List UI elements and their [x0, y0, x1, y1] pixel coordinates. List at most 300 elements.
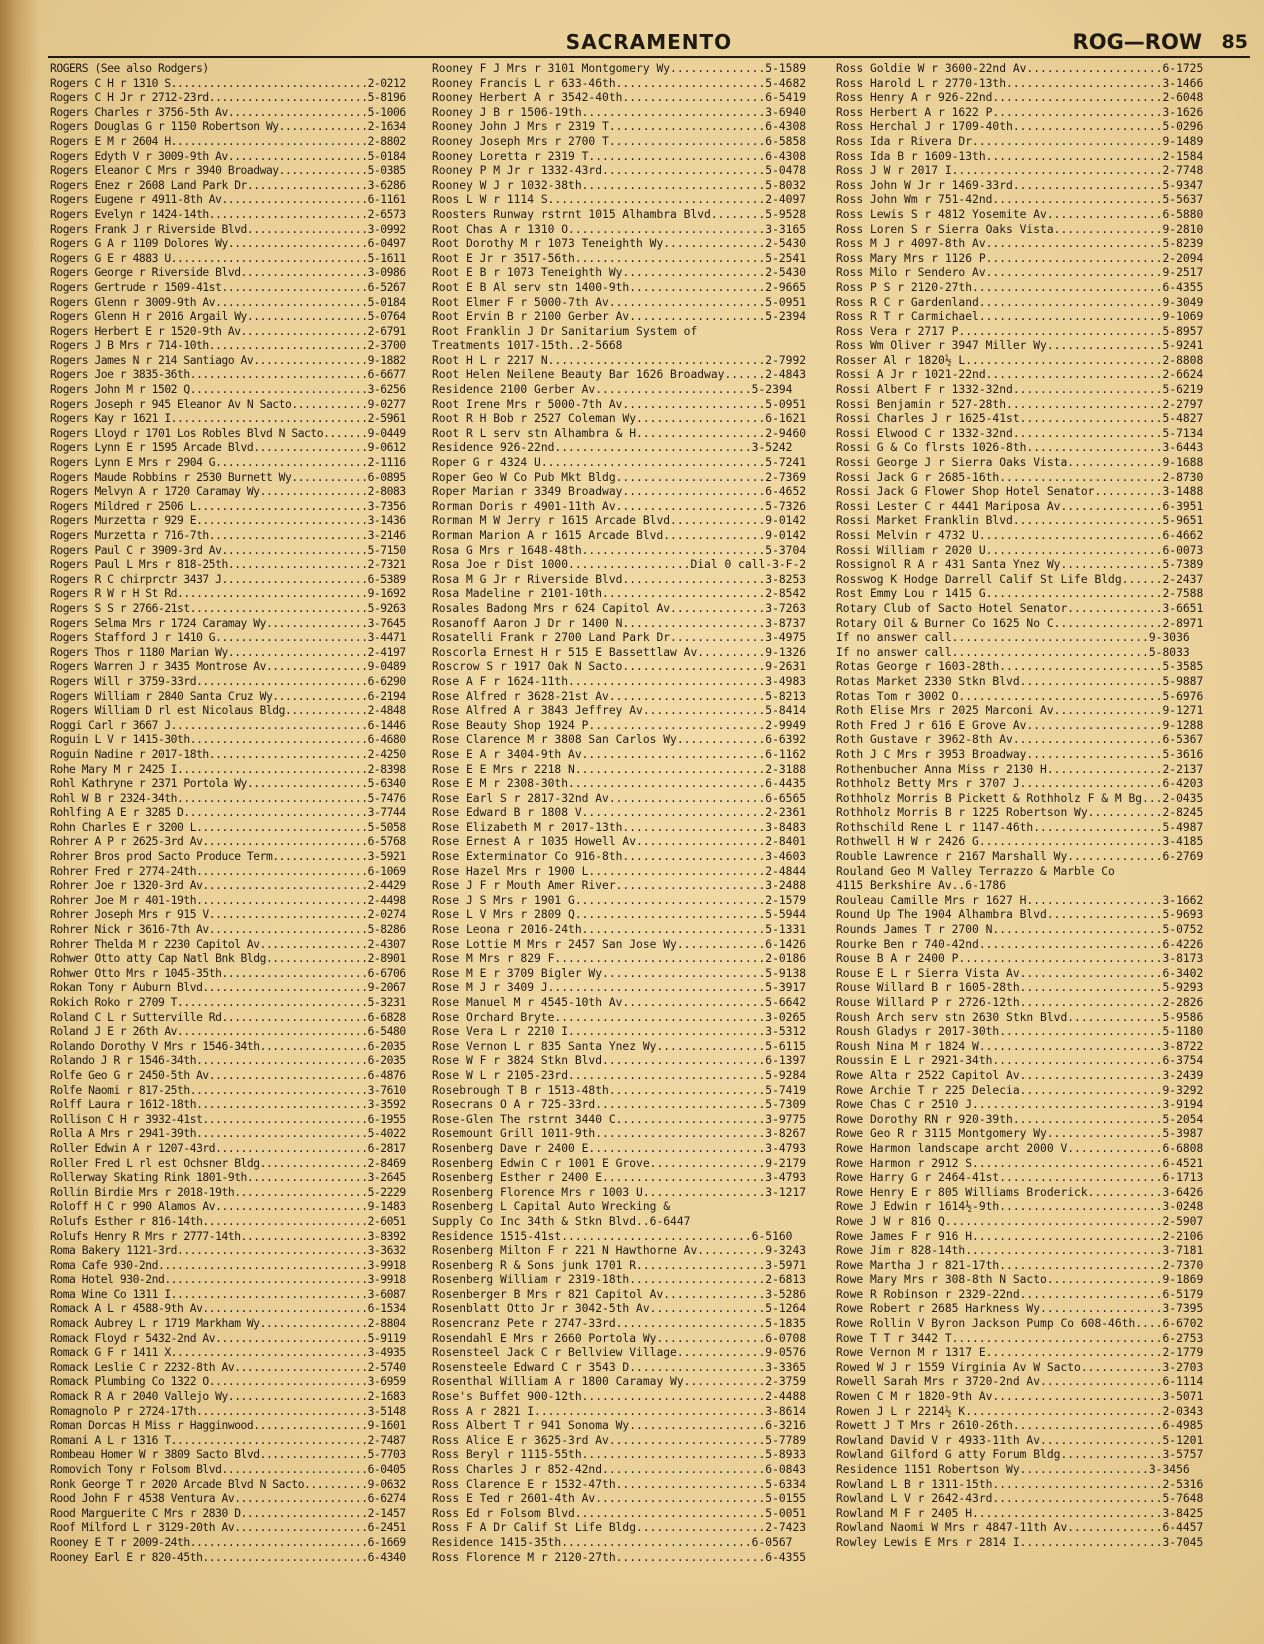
- listing-row: Roguin Nadine r 2017-18th.........................2-4250: [50, 747, 406, 761]
- listing-row: Roller Edwin A r 1207-43rd........................6-2817: [50, 1141, 406, 1155]
- listing-row: Root Dorothy M r 1073 Teneighth Wy...............2-5430: [432, 237, 807, 251]
- listing-row: Rossi G & Co flrsts 1026-8th....................3-6443: [836, 441, 1204, 455]
- listing-row: Residence 926-22nd.............................3-5242: [432, 441, 793, 455]
- listing-row: Rose E A r 3404-9th Av...........................6-1162: [432, 747, 807, 761]
- listing-row: Rosenblatt Otto Jr r 3042-5th Av.................5-1264: [432, 1302, 807, 1316]
- listing-row: Rokich Roko r 2709 T..............................5-3231: [50, 996, 406, 1009]
- listing-row: Rohrer Bros prod Sacto Produce Term...............3-5921: [50, 850, 406, 864]
- listing-row: Rosanoff Aaron J Dr r 1400 N.....................3-8737: [432, 616, 807, 630]
- listing-row: Rohl Kathryne r 2371 Portola Wy...................5-6340: [50, 777, 406, 791]
- listing-row: Rosser Al r 1820½ L.............................2-8808: [836, 353, 1204, 367]
- listing-row: Rogers Lynn E r 1595 Arcade Blvd..................9-0612: [50, 441, 406, 455]
- listing-row: Rohlfing A E r 3285 D.............................3-7744: [50, 806, 406, 820]
- listing-row: Rogers Lloyd r 1701 Los Robles Blvd N Sacto.......9-0449: [50, 426, 406, 440]
- listing-row: Rooney Francis L r 633-46th......................5-4682: [432, 76, 807, 90]
- listing-row: Rotas Market 2330 Stkn Blvd.....................5-9887: [836, 674, 1204, 688]
- listing-row: Roscrow S r 1917 Oak N Sacto.....................9-2631: [432, 660, 807, 674]
- listing-row: ROGERS (See also Rodgers): [50, 62, 209, 75]
- listing-row: Ross Ida B r 1609-13th..........................2-1584: [836, 149, 1204, 163]
- listing-row: Rose M J r 3409 J................................5-3917: [432, 981, 807, 995]
- listing-row: If no answer call.............................5-8033: [836, 645, 1190, 659]
- listing-row: Rosenberg William r 2319-18th....................2-6813: [432, 1273, 807, 1287]
- listing-row: Rogers Mildred r 2506 L...........................3-7356: [50, 499, 406, 513]
- city-title: SACRAMENTO: [565, 30, 733, 54]
- listing-row: Rossi George J r Sierra Oaks Vista..............9-1688: [836, 456, 1204, 470]
- listing-row: Rosales Badong Mrs r 624 Capitol Av..............3-7263: [432, 601, 807, 615]
- page-header: [48, 30, 1250, 58]
- listing-row: Rolfe Naomi r 817-25th............................3-7610: [50, 1083, 406, 1097]
- listing-row: Rothholz Morris B r 1225 Robertson Wy...........2-8245: [836, 806, 1204, 820]
- listing-row: Rowe Harmon landscape archt 2000 V..............6-6808: [836, 1141, 1204, 1155]
- listing-row: Rooney Herbert A r 3542-40th.....................6-5419: [432, 91, 807, 105]
- listing-row: Rossi Market Franklin Blvd......................5-9651: [836, 514, 1204, 528]
- listing-row: Rowe Alta r 2522 Capitol Av.....................3-2439: [836, 1068, 1204, 1082]
- listing-row: Rosensteel Jack C r Bellview Village.............9-0576: [432, 1346, 807, 1360]
- listing-row: Rohrer Nick r 3616-7th Av.........................5-8286: [50, 923, 406, 937]
- listing-row: Rosenberg Dave r 2400 E..........................3-4793: [432, 1141, 807, 1155]
- listing-row: Rohrer Joe M r 401-19th...........................2-4498: [50, 893, 406, 907]
- listing-row: Ross Wm Oliver r 3947 Miller Wy.................5-9241: [836, 339, 1204, 353]
- listing-row: Rosenberg Milton F r 221 N Hawthorne Av..........9-3243: [432, 1244, 807, 1258]
- listing-row: Rombeau Homer W r 3809 Sacto Blvd.................5-7703: [50, 1448, 406, 1462]
- listing-row: Romack Leslie C r 2232-8th Av.....................2-5740: [50, 1360, 406, 1374]
- listing-row: Rolufs Henry R Mrs r 2777-14th....................3-8392: [50, 1229, 406, 1243]
- listing-row: Rosenthal William A r 1800 Caramay Wy............2-3759: [432, 1375, 807, 1389]
- listing-row: Ross A r 2821 I..................................3-8614: [432, 1404, 807, 1418]
- listing-row: Rowe James F r 916 H............................2-2106: [836, 1229, 1204, 1243]
- listing-row: Rossi Lester C r 4441 Mariposa Av...............6-3951: [836, 499, 1204, 513]
- listing-row: Rorman Doris r 4901-11th Av......................5-7326: [432, 499, 807, 513]
- listing-row: Rosecrans O A r 725-33rd.........................5-7309: [432, 1098, 807, 1112]
- listing-row: Rohrer Joseph Mrs r 915 V.........................2-0274: [50, 908, 406, 922]
- listing-row: Rogers John M r 1502 Q............................3-6256: [50, 383, 406, 397]
- listing-row: Roland C L r Sutterville Rd.......................6-6828: [50, 1010, 406, 1024]
- listing-row: Rogers Maude Robbins r 2530 Burnett Wy............6-0895: [50, 470, 406, 484]
- listing-row: Rogers William r 2840 Santa Cruz Wy...............6-2194: [50, 689, 406, 703]
- listing-row: Rogers Joe r 3835-36th............................6-6677: [50, 368, 406, 382]
- listing-row: Rose Manuel M r 4545-10th Av.....................5-6642: [432, 996, 807, 1009]
- listing-row: Rosensteele Edward C r 3543 D....................3-3365: [432, 1360, 807, 1374]
- listing-row: Rogers Evelyn r 1424-14th.........................2-6573: [50, 207, 406, 221]
- listing-row: Rood Marguerite C Mrs r 2830 D....................2-1457: [50, 1506, 406, 1520]
- listing-row: Rohe Mary M r 2425 I..............................2-8398: [50, 762, 406, 776]
- listing-row: Rowen J L r 2214½ K.............................2-0343: [836, 1404, 1204, 1418]
- listing-row: Rose L V Mrs r 2809 Q............................5-5944: [432, 908, 807, 922]
- listing-row: Rogers Glenn H r 2016 Argail Wy...................5-0764: [50, 310, 406, 324]
- listing-row: Rooney P M Jr r 1332-43rd........................5-0478: [432, 164, 807, 178]
- listing-row: Rose Earl S r 2817-32nd Av.......................6-6565: [432, 791, 807, 805]
- listing-row: Rogers S S r 2766-21st............................5-9263: [50, 601, 406, 615]
- listing-row: Rooney Loretta r 2319 T..........................6-4308: [432, 149, 807, 163]
- listing-row: Rosa Joe r Dist 1000..................Dial 0 call-3-F-2: [432, 558, 807, 572]
- listing-row: Rowe Harry G r 2464-41st........................6-1713: [836, 1171, 1204, 1185]
- listing-row: Rose Elizabeth M r 2017-13th.....................3-8483: [432, 820, 807, 834]
- listing-row: Rowed W J r 1559 Virginia Av W Sacto............3-2703: [836, 1360, 1204, 1374]
- listing-row: Rogers Will r 3759-33rd...........................6-6290: [50, 674, 406, 688]
- listing-row: Ross Beryl r 1115-55th...........................5-8933: [432, 1448, 807, 1462]
- listing-row: Rohrer Fred r 2774-24th...........................6-1069: [50, 864, 406, 878]
- listing-row: Roosters Runway rstrnt 1015 Alhambra Blvd........5-9528: [432, 207, 807, 221]
- listing-row: Rouland Geo M Valley Terrazzo & Marble Co: [836, 864, 1115, 878]
- listing-row: Rose Clarence M r 3808 San Carlos Wy.............6-6392: [432, 733, 807, 747]
- listing-row: Rogers Paul L Mrs r 818-25th......................2-7321: [50, 558, 406, 572]
- listing-row: Rowe Dorothy RN r 920-39th......................5-2054: [836, 1112, 1204, 1126]
- listing-row: Rossi A Jr r 1021-22nd..........................2-6624: [836, 368, 1204, 382]
- listing-row: Rosenberg Edwin C r 1001 E Grove.................9-2179: [432, 1156, 807, 1170]
- listing-row: Rose Leona r 2016-24th...........................5-1331: [432, 923, 807, 937]
- listing-row: Rogers Joseph r 945 Eleanor Av N Sacto............9-0277: [50, 397, 406, 411]
- listing-row: Rose M E r 3709 Bigler Wy........................5-9138: [432, 966, 807, 980]
- listing-row: Rossi Jack G r 2685-16th........................2-8730: [836, 470, 1204, 484]
- listing-row: Ross Albert T r 941 Sonoma Wy....................6-3216: [432, 1419, 807, 1433]
- listing-row: Rolando Dorothy V Mrs r 1546-34th.................6-2035: [50, 1039, 406, 1053]
- listing-row: Root Helen Neilene Beauty Bar 1626 Broadway......2-4843: [432, 368, 807, 382]
- listing-row: Rotas George r 1603-28th........................5-3585: [836, 660, 1204, 674]
- listing-row: Rossi William r 2020 U..........................6-0073: [836, 543, 1204, 557]
- listing-row: Ross Loren S r Sierra Oaks Vista................9-2810: [836, 222, 1204, 236]
- column-1: [50, 62, 408, 1622]
- listing-row: Ross R T r Carmichael...........................9-1069: [836, 310, 1204, 324]
- listing-row: Rosa G Mrs r 1648-48th...........................5-3704: [432, 543, 807, 557]
- listing-row: Roland J E r 26th Av..............................6-5480: [50, 1025, 406, 1039]
- listing-row: Rolff Laura r 1612-18th...........................3-3592: [50, 1098, 406, 1112]
- listing-row: Rowe J Edwin r 1614½-9th........................3-0248: [836, 1200, 1204, 1214]
- listing-row: Roth Fred J r 616 E Grove Av....................9-1288: [836, 718, 1204, 732]
- listing-row: Rogers Charles r 3756-5th Av......................5-1006: [50, 105, 406, 119]
- listing-row: Rouse B A r 2400 P..............................3-8173: [836, 952, 1204, 966]
- listing-row: Rosatelli Frank r 2700 Land Park Dr..............3-4975: [432, 631, 807, 645]
- listing-row: Rowe Rollin V Byron Jackson Pump Co 608-46th....6-6702: [836, 1317, 1204, 1331]
- listing-row: Ross Goldie W r 3600-22nd Av....................6-1725: [836, 62, 1204, 75]
- listing-row: Treatments 1017-15th..2-5668: [432, 339, 623, 353]
- listing-row: Roscorla Ernest H r 515 E Bassettlaw Av..........9-1326: [432, 645, 807, 659]
- listing-row: Rogers Eugene r 4911-8th Av.......................6-1161: [50, 193, 406, 207]
- listing-row: Root E Jr r 3517-56th............................5-2541: [432, 251, 807, 265]
- listing-row: Rogers Lynn E Mrs r 2904 G........................2-1116: [50, 456, 406, 470]
- listing-row: Root Chas A r 1310 O.............................3-3165: [432, 222, 807, 236]
- listing-row: Ross Vera r 2717 P..............................5-8957: [836, 324, 1204, 338]
- listing-row: Rorman M W Jerry r 1615 Arcade Blvd..............9-0142: [432, 514, 807, 528]
- listing-row: Rowland Naomi W Mrs r 4847-11th Av..............6-4457: [836, 1521, 1204, 1535]
- listing-row: Rowe Henry E r 805 Williams Broderick...........3-6426: [836, 1185, 1204, 1199]
- listing-row: Rowe Archie T r 225 Delecia.....................9-3292: [836, 1083, 1204, 1097]
- listing-row: Rose W L r 2105-23rd.............................5-9284: [432, 1068, 807, 1082]
- listing-row: Rokan Tony r Auburn Blvd..........................9-2067: [50, 981, 406, 995]
- listing-row: Ross Harold L r 2770-13th.......................3-1466: [836, 76, 1204, 90]
- listing-row: Ross John Wm r 751-42nd.........................5-5637: [836, 193, 1204, 207]
- listing-row: Rolfe Geo G r 2450-5th Av.........................6-4876: [50, 1068, 406, 1082]
- listing-row: Roos L W r 1114 S................................2-4097: [432, 193, 807, 207]
- listing-row: Rourke Ben r 740-42nd...........................6-4226: [836, 937, 1204, 951]
- listing-row: Roma Wine Co 1311 I...............................3-6087: [50, 1287, 406, 1301]
- listing-row: Rohrer Joe r 1320-3rd Av..........................2-4429: [50, 879, 406, 893]
- listing-row: Rose J S Mrs r 1901 G............................2-1579: [432, 893, 807, 907]
- listing-row: Root R L serv stn Alhambra & H...................2-9460: [432, 426, 807, 440]
- listing-row: Rosebrough T B r 1513-48th.......................5-7419: [432, 1083, 807, 1097]
- column-3: [836, 62, 1204, 1622]
- listing-row: Ross Mary Mrs r 1126 P..........................2-2094: [836, 251, 1204, 265]
- listing-row: Rose E E Mrs r 2218 N............................2-3188: [432, 762, 807, 776]
- listing-row: Rose Beauty Shop 1924 P..........................2-9949: [432, 718, 807, 732]
- listing-row: Rose Hazel Mrs r 1900 L..........................2-4844: [432, 864, 807, 878]
- listing-row: Rogers Warren J r 3435 Montrose Av................9-0489: [50, 660, 406, 674]
- listing-row: Rose Edward B r 1808 V...........................2-2361: [432, 806, 807, 820]
- listing-row: Roush Gladys r 2017-30th........................5-1180: [836, 1025, 1204, 1039]
- listing-row: Ross M J r 4097-8th Av..........................5-8239: [836, 237, 1204, 251]
- listing-row: Root E B Al serv stn 1400-9th....................2-9665: [432, 280, 807, 294]
- listing-row: Rolando J R r 1546-34th...........................6-2035: [50, 1054, 406, 1068]
- listing-row: Rogers George r Riverside Blvd....................3-0986: [50, 266, 406, 280]
- listing-row: Rose Alfred r 3628-21st Av.......................5-8213: [432, 689, 807, 703]
- listing-row: Rounds James T r 2700 N.........................5-0752: [836, 923, 1204, 937]
- listing-row: Rohwer Otto Mrs r 1045-35th.......................6-6706: [50, 966, 406, 980]
- listing-row: Rolufs Esther r 816-14th..........................2-6051: [50, 1214, 406, 1228]
- listing-row: Rosswog K Hodge Darrell Calif St Life Bldg......2-2437: [836, 572, 1204, 586]
- column-2: [432, 62, 810, 1622]
- listing-row: Rossi Albert F r 1332-32nd......................5-6219: [836, 383, 1204, 397]
- listing-row: Ross Milo r Sendero Av..........................9-2517: [836, 266, 1204, 280]
- listing-row: Rothenbucher Anna Miss r 2130 H.................2-2137: [836, 762, 1204, 776]
- listing-row: Rotary Oil & Burner Co 1625 No C................2-8971: [836, 616, 1204, 630]
- listing-row: Rooney Earl E r 820-45th..........................6-4340: [50, 1550, 406, 1564]
- listing-row: Roush Arch serv stn 2630 Stkn Blvd..............5-9586: [836, 1010, 1204, 1024]
- listing-row: Rogers Enez r 2608 Land Park Dr...................3-6286: [50, 178, 406, 192]
- listing-row: Romack G F r 1411 X...............................3-4935: [50, 1346, 406, 1360]
- page-number: 85: [1221, 31, 1248, 53]
- listing-row: Rouble Lawrence r 2167 Marshall Wy..............6-2769: [836, 850, 1204, 864]
- listing-row: Romani A L r 1316 T...............................2-7487: [50, 1433, 406, 1447]
- listing-row: Roof Milford L r 3129-20th Av.....................6-2451: [50, 1521, 406, 1535]
- listing-row: Rogers C H Jr r 2712-23rd.........................5-8196: [50, 91, 406, 105]
- listing-row: Ross F A Dr Calif St Life Bldg...................2-7423: [432, 1521, 807, 1535]
- listing-row: Rose J F r Mouth Amer River......................3-2488: [432, 879, 807, 893]
- listing-row: Rotas Tom r 3002 O..............................5-6976: [836, 689, 1204, 703]
- listing-row: Roma Hotel 930-2nd................................3-9918: [50, 1273, 406, 1287]
- listing-row: Rose Lottie M Mrs r 2457 San Jose Wy.............6-1426: [432, 937, 807, 951]
- listing-row: Rosencranz Pete r 2747-33rd......................5-1835: [432, 1317, 807, 1331]
- listing-row: Roper Geo W Co Pub Mkt Bldg......................2-7369: [432, 470, 807, 484]
- listing-row: Ross Clarence E r 1532-47th......................5-6334: [432, 1477, 807, 1491]
- listing-row: Rowe T T r 3442 T...............................6-2753: [836, 1331, 1204, 1345]
- listing-row: Round Up The 1904 Alhambra Blvd.................5-9693: [836, 908, 1204, 922]
- listing-row: Rose W F r 3824 Stkn Blvd........................6-1397: [432, 1054, 807, 1068]
- listing-row: Ross Lewis S r 4812 Yosemite Av.................6-5880: [836, 207, 1204, 221]
- listing-row: Rowe Robert r 2685 Harkness Wy..................3-7395: [836, 1302, 1204, 1316]
- listing-row: Rooney John J Mrs r 2319 T.......................6-4308: [432, 120, 807, 134]
- listing-row: Rowe Mary Mrs r 308-8th N Sacto.................9-1869: [836, 1273, 1204, 1287]
- listing-row: Ross Florence M r 2120-27th......................6-4355: [432, 1550, 807, 1564]
- listing-row: Roggi Carl r 3667 J...............................6-1446: [50, 718, 406, 732]
- listing-row: Rose Alfred A r 3843 Jeffrey Av..................5-8414: [432, 704, 807, 718]
- listing-row: Rogers Gertrude r 1509-41st.......................6-5267: [50, 280, 406, 294]
- listing-row: Rollin Birdie Mrs r 2018-19th.....................5-2229: [50, 1185, 406, 1199]
- listing-row: Rosenberger B Mrs r 821 Capitol Av...............3-5286: [432, 1287, 807, 1301]
- book-spine-shadow: [0, 0, 40, 1644]
- listing-row: Rouse Willard P r 2726-12th.....................2-2826: [836, 996, 1204, 1009]
- listing-row: Roguin L V r 1415-30th............................6-4680: [50, 733, 406, 747]
- listing-row: Romack Floyd r 5432-2nd Av........................5-9119: [50, 1331, 406, 1345]
- listing-row: Rogers G A r 1109 Dolores Wy......................6-0497: [50, 237, 406, 251]
- listing-row: Rogers William D rl est Nicolaus Bldg.............2-4848: [50, 704, 406, 718]
- listing-row: Rowen C M r 1820-9th Av.........................3-5071: [836, 1390, 1204, 1404]
- listing-row: Ross Herchal J r 1709-40th......................5-0296: [836, 120, 1204, 134]
- listing-row: Ross Ida r Rivera Dr............................9-1489: [836, 134, 1204, 148]
- listing-row: Rohl W B r 2324-34th..............................5-7476: [50, 791, 406, 805]
- listing-row: Rosenberg Esther r 2400 E........................3-4793: [432, 1171, 807, 1185]
- listing-row: Roma Cafe 930-2nd.................................3-9918: [50, 1258, 406, 1272]
- listing-row: Roush Nina M r 1824 W...........................3-8722: [836, 1039, 1204, 1053]
- listing-row: Rosa M G Jr r Riverside Blvd.....................3-8253: [432, 572, 807, 586]
- listing-row: Romack Aubrey L r 1719 Markham Wy.................2-8804: [50, 1317, 406, 1331]
- listing-row: Rose's Buffet 900-12th...........................2-4488: [432, 1390, 807, 1404]
- listing-row: Rothholz Morris B Pickett & Rothholz F & M Bg...2-0435: [836, 791, 1204, 805]
- listing-row: Ross John W Jr r 1469-33rd......................5-9347: [836, 178, 1204, 192]
- listing-row: Rossi Elwood C r 1332-32nd......................5-7134: [836, 426, 1204, 440]
- listing-row: Rose Orchard Bryte...............................3-0265: [432, 1010, 807, 1024]
- listing-row: Rowland M F r 2405 H............................3-8425: [836, 1506, 1204, 1520]
- listing-row: Rosenberg R & Sons junk 1701 R...................3-5971: [432, 1258, 807, 1272]
- listing-row: Rose M Mrs r 829 F...............................2-0186: [432, 952, 807, 966]
- listing-row: Ross R C r Gardenland...........................9-3049: [836, 295, 1204, 309]
- listing-row: Root Ervin B r 2100 Gerber Av....................5-2394: [432, 310, 807, 324]
- listing-row: Romack Plumbing Co 1322 O.........................3-6959: [50, 1375, 406, 1389]
- listing-row: Rosenberg L Capital Auto Wrecking &: [432, 1200, 671, 1214]
- listing-row: Rooney F J Mrs r 3101 Montgomery Wy..............5-1589: [432, 62, 807, 75]
- listing-row: Ronk George T r 2020 Arcade Blvd N Sacto..........9-0632: [50, 1477, 406, 1491]
- listing-row: Rouse E L r Sierra Vista Av.....................6-3402: [836, 966, 1204, 980]
- listing-row: Rowland L B r 1311-15th.........................2-5316: [836, 1477, 1204, 1491]
- listing-row: Rothschild Rene L r 1147-46th...................5-4987: [836, 820, 1204, 834]
- listing-row: Rolla A Mrs r 2941-39th...........................5-4022: [50, 1127, 406, 1141]
- listing-row: Rogers Eleanor C Mrs r 3940 Broadway..............5-0385: [50, 164, 406, 178]
- listing-row: Rose Vera L r 2210 I.............................3-5312: [432, 1025, 807, 1039]
- listing-row: Rotary Club of Sacto Hotel Senator..............3-6651: [836, 601, 1204, 615]
- listing-row: Rowe Geo R r 3115 Montgomery Wy.................5-3987: [836, 1127, 1204, 1141]
- listing-row: Rohn Charles E r 3200 L...........................5-5058: [50, 820, 406, 834]
- listing-row: Rogers J B Mrs r 714-10th.........................2-3700: [50, 339, 406, 353]
- listing-row: Romovich Tony r Folsom Blvd.......................6-0405: [50, 1463, 406, 1476]
- listing-row: Rogers Kay r 1621 I...............................2-5961: [50, 412, 406, 426]
- listing-row: Rohrer Thelda M r 2230 Capitol Av.................2-4307: [50, 937, 406, 951]
- listing-row: Rossignol R A r 431 Santa Ynez Wy...............5-7389: [836, 558, 1204, 572]
- listing-row: Rogers G E r 4883 U...............................5-1611: [50, 251, 406, 265]
- listing-row: Residence 2100 Gerber Av.......................5-2394: [432, 383, 793, 397]
- listing-row: Rose Exterminator Co 916-8th.....................3-4603: [432, 850, 807, 864]
- listing-row: Ross Ed r Folsom Blvd............................5-0051: [432, 1506, 807, 1520]
- listing-row: Ross Alice E r 3625-3rd Av.......................5-7789: [432, 1433, 807, 1447]
- listing-row: Rowley Lewis E Mrs r 2814 I.....................3-7045: [836, 1535, 1204, 1549]
- listing-row: Rossi Benjamin r 527-28th.......................2-2797: [836, 397, 1204, 411]
- listing-row: Residence 1415-35th............................6-0567: [432, 1535, 793, 1549]
- listing-row: Rowe Vernon M r 1317 E..........................2-1779: [836, 1346, 1204, 1360]
- listing-row: Rowland Gilford G atty Forum Bldg...............3-5757: [836, 1448, 1204, 1462]
- listing-row: Rosemount Grill 1011-9th.........................3-8267: [432, 1127, 807, 1141]
- listing-row: Rooney E T r 2009-24th............................6-1669: [50, 1535, 406, 1549]
- listing-row: Roussin E L r 2921-34th.........................6-3754: [836, 1054, 1204, 1068]
- listing-row: Roller Fred L rl est Ochsner Bldg.................2-8469: [50, 1156, 406, 1170]
- listing-row: Rossi Melvin r 4732 U...........................6-4662: [836, 529, 1204, 542]
- listing-row: Rose E M r 2308-30th.............................6-4435: [432, 777, 807, 791]
- listing-row: Ross Henry A r 926-22nd.........................2-6048: [836, 91, 1204, 105]
- listing-row: Rosa Madeline r 2101-10th........................2-8542: [432, 587, 807, 601]
- listing-row: Rossi Charles J r 1625-41st.....................5-4827: [836, 412, 1204, 426]
- listing-row: Root R H Bob r 2527 Coleman Wy...................6-1621: [432, 412, 807, 426]
- listing-row: Rooney Joseph Mrs r 2700 T.......................6-5858: [432, 134, 807, 148]
- listing-row: Rogers Stafford J r 1410 G........................3-4471: [50, 631, 406, 645]
- listing-row: Root Franklin J Dr Sanitarium System of: [432, 324, 698, 338]
- listing-row: Rogers Frank J r Riverside Blvd...................3-0992: [50, 222, 406, 236]
- listing-row: Rollerway Skating Rink 1801-9th...................3-2645: [50, 1171, 406, 1185]
- listing-row: Rogers C H r 1310 S...............................2-0212: [50, 76, 406, 90]
- listing-row: Rohrer A P r 2625-3rd Av..........................6-5768: [50, 835, 406, 849]
- listing-row: Rossi Jack G Flower Shop Hotel Senator..........3-1488: [836, 485, 1204, 499]
- listing-row: Rogers Thos r 1180 Marian Wy......................2-4197: [50, 645, 406, 659]
- listing-row: Rowe Chas C r 2510 J............................3-9194: [836, 1098, 1204, 1112]
- listing-row: Rowe Martha J r 821-17th........................2-7370: [836, 1258, 1204, 1272]
- listing-row: Rothholz Betty Mrs r 3707 J.....................6-4203: [836, 777, 1204, 791]
- listing-row: Romack R A r 2040 Vallejo Wy......................2-1683: [50, 1390, 406, 1404]
- listing-row: Ross E Ted r 2601-4th Av.........................5-0155: [432, 1492, 807, 1506]
- listing-row: Ross Herbert A r 1622 P.........................3-1626: [836, 105, 1204, 119]
- listing-row: Rose Ernest A r 1035 Howell Av...................2-8401: [432, 835, 807, 849]
- listing-row: Residence 1151 Robertson Wy...................3-3456: [836, 1463, 1190, 1476]
- listing-row: Ross Charles J r 852-42nd........................6-0843: [432, 1463, 807, 1476]
- listing-row: Rooney W J r 1032-38th...........................5-8032: [432, 178, 807, 192]
- listing-row: Root E B r 1073 Teneighth Wy.....................2-5430: [432, 266, 807, 280]
- listing-row: Rowland L V r 2642-43rd.........................5-7648: [836, 1492, 1204, 1506]
- listing-row: Supply Co Inc 34th & Stkn Blvd..6-6447: [432, 1214, 691, 1228]
- listing-row: Rogers Murzetta r 929 E...........................3-1436: [50, 514, 406, 528]
- listing-row: Roloff H C r 990 Alamos Av........................9-1483: [50, 1200, 406, 1214]
- listing-row: Rogers E M r 2604 H...............................2-8802: [50, 134, 406, 148]
- listing-row: Roth Gustave r 3962-8th Av......................6-5367: [836, 733, 1204, 747]
- listing-row: Rogers Murzetta r 716-7th.........................3-2146: [50, 529, 406, 542]
- listing-row: Roper G r 4324 U.................................5-7241: [432, 456, 807, 470]
- listing-row: Rogers Paul C r 3909-3rd Av.......................5-7150: [50, 543, 406, 557]
- listing-row: Rogers R W r H St Rd..............................9-1692: [50, 587, 406, 601]
- listing-row: Roman Dorcas H Miss r Hagginwood..................9-1601: [50, 1419, 406, 1433]
- listing-row: Roth Elise Mrs r 2025 Marconi Av................9-1271: [836, 704, 1204, 718]
- listing-row: Ross P S r 2120-27th............................6-4355: [836, 280, 1204, 294]
- listing-row: Rosendahl E Mrs r 2660 Portola Wy................6-0708: [432, 1331, 807, 1345]
- listing-row: Rollison C H r 3932-41st..........................6-1955: [50, 1112, 406, 1126]
- listing-row: Rouleau Camille Mrs r 1627 H....................3-1662: [836, 893, 1204, 907]
- listing-row: Rorman Marion A r 1615 Arcade Blvd...............9-0142: [432, 529, 807, 542]
- listing-row: Rowe Jim r 828-14th.............................3-7181: [836, 1244, 1204, 1258]
- listing-row: Rood John F r 4538 Ventura Av.....................6-6274: [50, 1492, 406, 1506]
- listing-row: Roth J C Mrs r 3953 Broadway....................5-3616: [836, 747, 1204, 761]
- listing-row: Rowe J W r 816 Q................................2-5907: [836, 1214, 1204, 1228]
- listing-row: Romagnolo P r 2724-17th...........................3-5148: [50, 1404, 406, 1418]
- listing-row: Roma Bakery 1121-3rd..............................3-3632: [50, 1244, 406, 1258]
- listing-row: Rogers Melvyn A r 1720 Caramay Wy.................2-8083: [50, 485, 406, 499]
- listing-row: Rouse Willard B r 1605-28th.....................5-9293: [836, 981, 1204, 995]
- listing-row: Rogers Herbert E r 1520-9th Av....................2-6791: [50, 324, 406, 338]
- listing-row: Root Irene Mrs r 5000-7th Av.....................5-0951: [432, 397, 807, 411]
- listing-row: Root Elmer F r 5000-7th Av.......................5-0951: [432, 295, 807, 309]
- name-range: ROG—ROW: [1072, 30, 1202, 54]
- listing-row: Rogers Douglas G r 1150 Robertson Wy..............2-1634: [50, 120, 406, 134]
- listing-row: Rost Emmy Lou r 1415 G..........................2-7588: [836, 587, 1204, 601]
- listing-row: Rothwell H W r 2426 G...........................3-4185: [836, 835, 1204, 849]
- listing-row: Rowland David V r 4933-11th Av..................5-1201: [836, 1433, 1204, 1447]
- listing-row: Rohwer Otto atty Cap Natl Bnk Bldg................2-8901: [50, 952, 406, 966]
- listing-row: Rose Vernon L r 835 Santa Ynez Wy................5-6115: [432, 1039, 807, 1053]
- listing-row: Residence 1515-41st............................6-5160: [432, 1229, 793, 1243]
- listing-row: Rose A F r 1624-11th.............................3-4983: [432, 674, 807, 688]
- listing-row: Ross J W r 2017 I...............................2-7748: [836, 164, 1204, 178]
- listing-row: Root H L r 2217 N................................2-7992: [432, 353, 807, 367]
